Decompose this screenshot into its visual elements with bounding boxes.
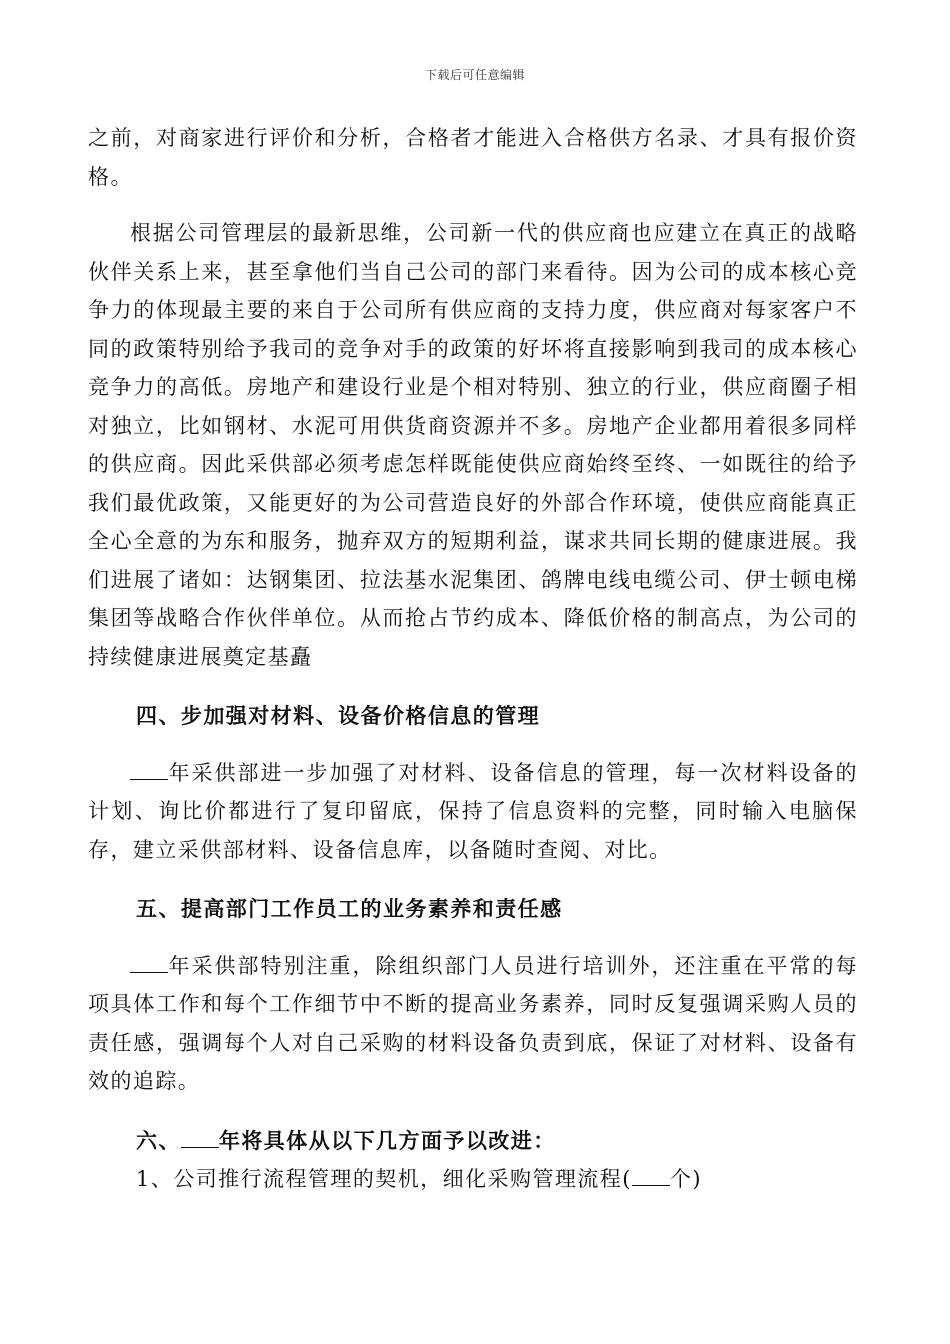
paragraph-staff-training-text: 年采供部特别注重，除组织部门人员进行培训外，还注重在平常的每项具体工作和每个工作细节中不断的提高业务素养，同时反复强调采购人员的责任感，强调每个人对自己采购的材料设备负责到底，保证了对材料、设备有效的追踪。 xyxy=(88,953,858,1093)
list-item-1 xyxy=(88,1160,858,1199)
list-item-1-suffix: 个) xyxy=(669,1167,702,1191)
blank-year-field xyxy=(130,950,168,973)
list-item-1-text: 1、公司推行流程管理的契机，细化采购管理流程( xyxy=(136,1167,632,1191)
section-heading-6-text: 年将具体从以下几方面予以改进： xyxy=(218,1127,556,1153)
blank-year-field xyxy=(181,1125,219,1148)
section-heading-4: 四、步加强对材料、设备价格信息的管理 xyxy=(136,703,541,728)
paragraph-staff-training xyxy=(88,947,858,1101)
section-heading-6-prefix: 六、 xyxy=(136,1127,181,1153)
page-header: 下载后可任意编辑 xyxy=(424,68,525,82)
paragraph-price-info-management xyxy=(88,754,858,870)
paragraph-price-info-text: 年采供部进一步加强了对材料、设备信息的管理，每一次材料设备的计划、询比价都进行了复印留底，保持了信息资料的完整，同时输入电脑保存，建立采供部材料、设备信息库，以备随时查阅、对比。 xyxy=(88,760,858,862)
section-heading-6 xyxy=(88,1122,858,1161)
document-body xyxy=(88,119,858,1199)
paragraph-strategic-partnership: 根据公司管理层的最新思维，公司新一代的供应商也应建立在真正的战略伙伴关系上来，甚至拿他们当自己公司的部门来看待。因为公司的成本核心竞争力的体现最主要的来自于公司所有供应商的支持力度，供应商对每家客户不同的政策特别给予我司的竞争对手的政策的好坏将直接影响到我司的成本核心竞争力的高低。房地产和建设行业是个相对特别、独立的行业，供应商圈子相对独立，比如钢材、水泥可用供货商资源并不多。房地产企业都用着很多同样的供应商。因此采供部必须考虑怎样既能使供应商始终至终、一如既往的给予我们最优政策，又能更好的为公司营造良好的外部合作环境，使供应商能真正全心全意的为东和服务，抛弃双方的短期利益，谋求共同长期的健康进展。我们进展了诸如：达钢集团、拉法基水泥集团、鸽牌电线电缆公司、伊士顿电梯集团等战略合作伙伴单位。从而抢占节约成本、降低价格的制高点，为公司的持续健康进展奠定基矗 xyxy=(88,221,858,669)
blank-year-field xyxy=(130,757,168,780)
section-heading-5: 五、提高部门工作员工的业务素养和责任感 xyxy=(136,896,563,921)
blank-count-field xyxy=(632,1163,670,1186)
paragraph-supplier-evaluation: 之前，对商家进行评价和分析，合格者才能进入合格供方名录、才具有报价资格。 xyxy=(88,126,858,189)
